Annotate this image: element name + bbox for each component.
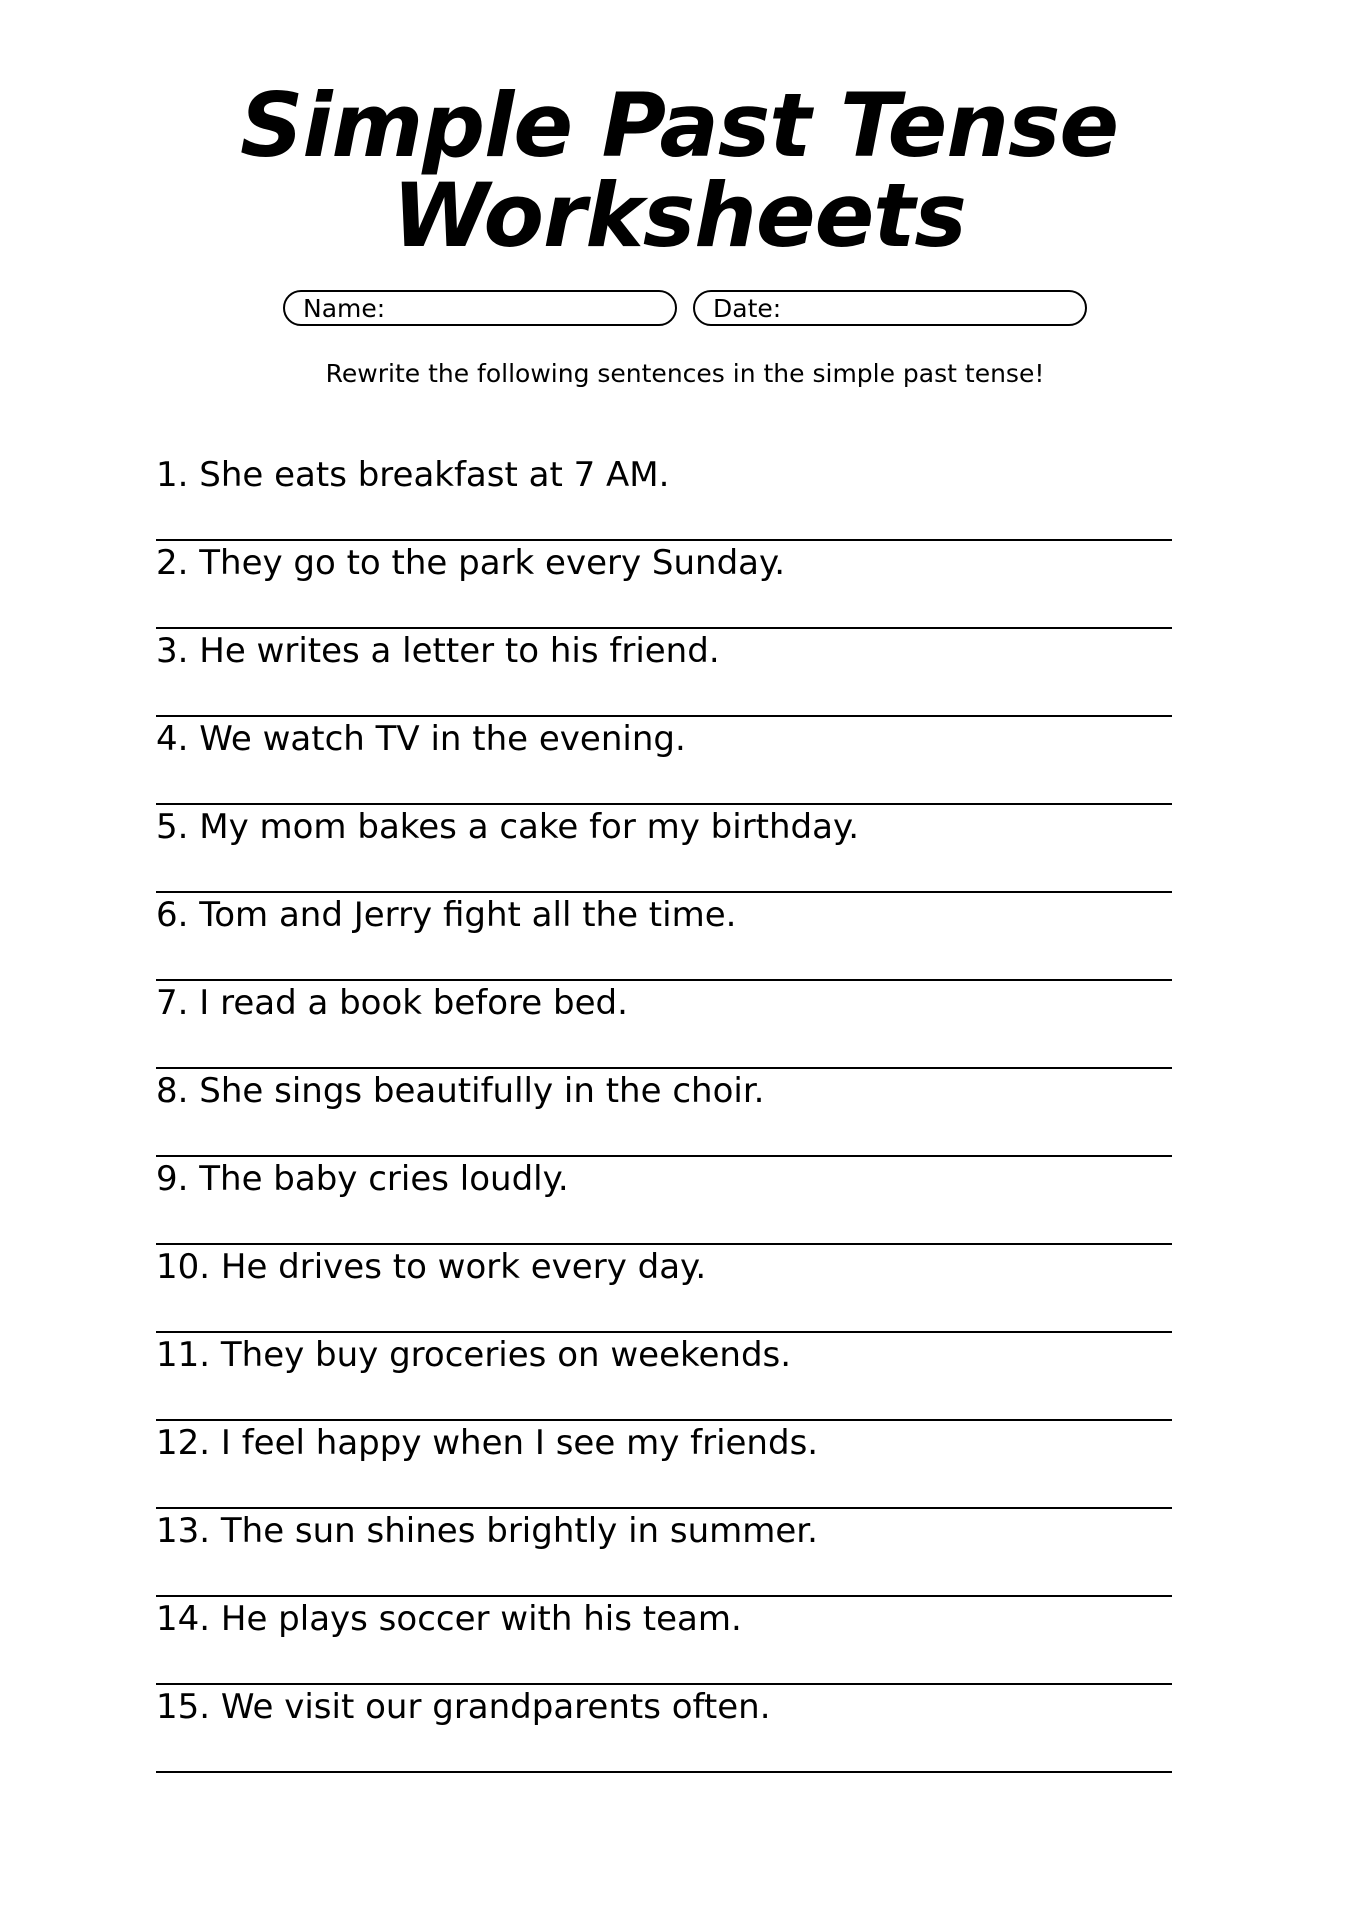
- answer-line[interactable]: [156, 803, 1172, 805]
- question-text: 14. He plays soccer with his team.: [156, 1599, 742, 1639]
- instruction-text: Rewrite the following sentences in the simple past tense!: [325, 359, 1045, 388]
- question-item: [156, 719, 1172, 807]
- question-item: [156, 895, 1172, 983]
- question-item: [156, 1071, 1172, 1159]
- answer-line[interactable]: [156, 891, 1172, 893]
- question-item: [156, 543, 1172, 631]
- answer-line[interactable]: [156, 1507, 1172, 1509]
- answer-line[interactable]: [156, 1419, 1172, 1421]
- question-list: [156, 455, 1172, 1775]
- answer-line[interactable]: [156, 1595, 1172, 1597]
- question-item: [156, 807, 1172, 895]
- question-text: 2. They go to the park every Sunday.: [156, 543, 786, 583]
- answer-line[interactable]: [156, 979, 1172, 981]
- question-item: [156, 1247, 1172, 1335]
- answer-line[interactable]: [156, 1683, 1172, 1685]
- question-text: 13. The sun shines brightly in summer.: [156, 1511, 818, 1551]
- question-item: [156, 455, 1172, 543]
- question-text: 8. She sings beautifully in the choir.: [156, 1071, 765, 1111]
- question-item: [156, 1335, 1172, 1423]
- name-field[interactable]: [283, 290, 677, 326]
- question-text: 5. My mom bakes a cake for my birthday.: [156, 807, 860, 847]
- answer-line[interactable]: [156, 539, 1172, 541]
- question-item: [156, 631, 1172, 719]
- answer-line[interactable]: [156, 715, 1172, 717]
- answer-line[interactable]: [156, 1243, 1172, 1245]
- question-item: [156, 983, 1172, 1071]
- question-item: [156, 1423, 1172, 1511]
- question-text: 7. I read a book before bed.: [156, 983, 628, 1023]
- question-text: 12. I feel happy when I see my friends.: [156, 1423, 819, 1463]
- question-text: 6. Tom and Jerry fight all the time.: [156, 895, 737, 935]
- question-text: 10. He drives to work every day.: [156, 1247, 707, 1287]
- question-text: 3. He writes a letter to his friend.: [156, 631, 720, 671]
- title-line-2: Worksheets: [392, 164, 966, 267]
- question-item: [156, 1511, 1172, 1599]
- answer-line[interactable]: [156, 627, 1172, 629]
- date-field[interactable]: [693, 290, 1087, 326]
- answer-line[interactable]: [156, 1771, 1172, 1773]
- question-text: 9. The baby cries loudly.: [156, 1159, 569, 1199]
- answer-line[interactable]: [156, 1331, 1172, 1333]
- answer-line[interactable]: [156, 1067, 1172, 1069]
- question-text: 15. We visit our grandparents often.: [156, 1687, 771, 1727]
- name-field-label: Name:: [303, 293, 386, 323]
- question-item: [156, 1159, 1172, 1247]
- question-text: 11. They buy groceries on weekends.: [156, 1335, 792, 1375]
- question-item: [156, 1687, 1172, 1775]
- question-text: 1. She eats breakfast at 7 AM.: [156, 455, 670, 495]
- answer-line[interactable]: [156, 1155, 1172, 1157]
- question-item: [156, 1599, 1172, 1687]
- question-text: 4. We watch TV in the evening.: [156, 719, 686, 759]
- title-line-1: Simple Past Tense: [239, 74, 1119, 177]
- date-field-label: Date:: [713, 293, 782, 323]
